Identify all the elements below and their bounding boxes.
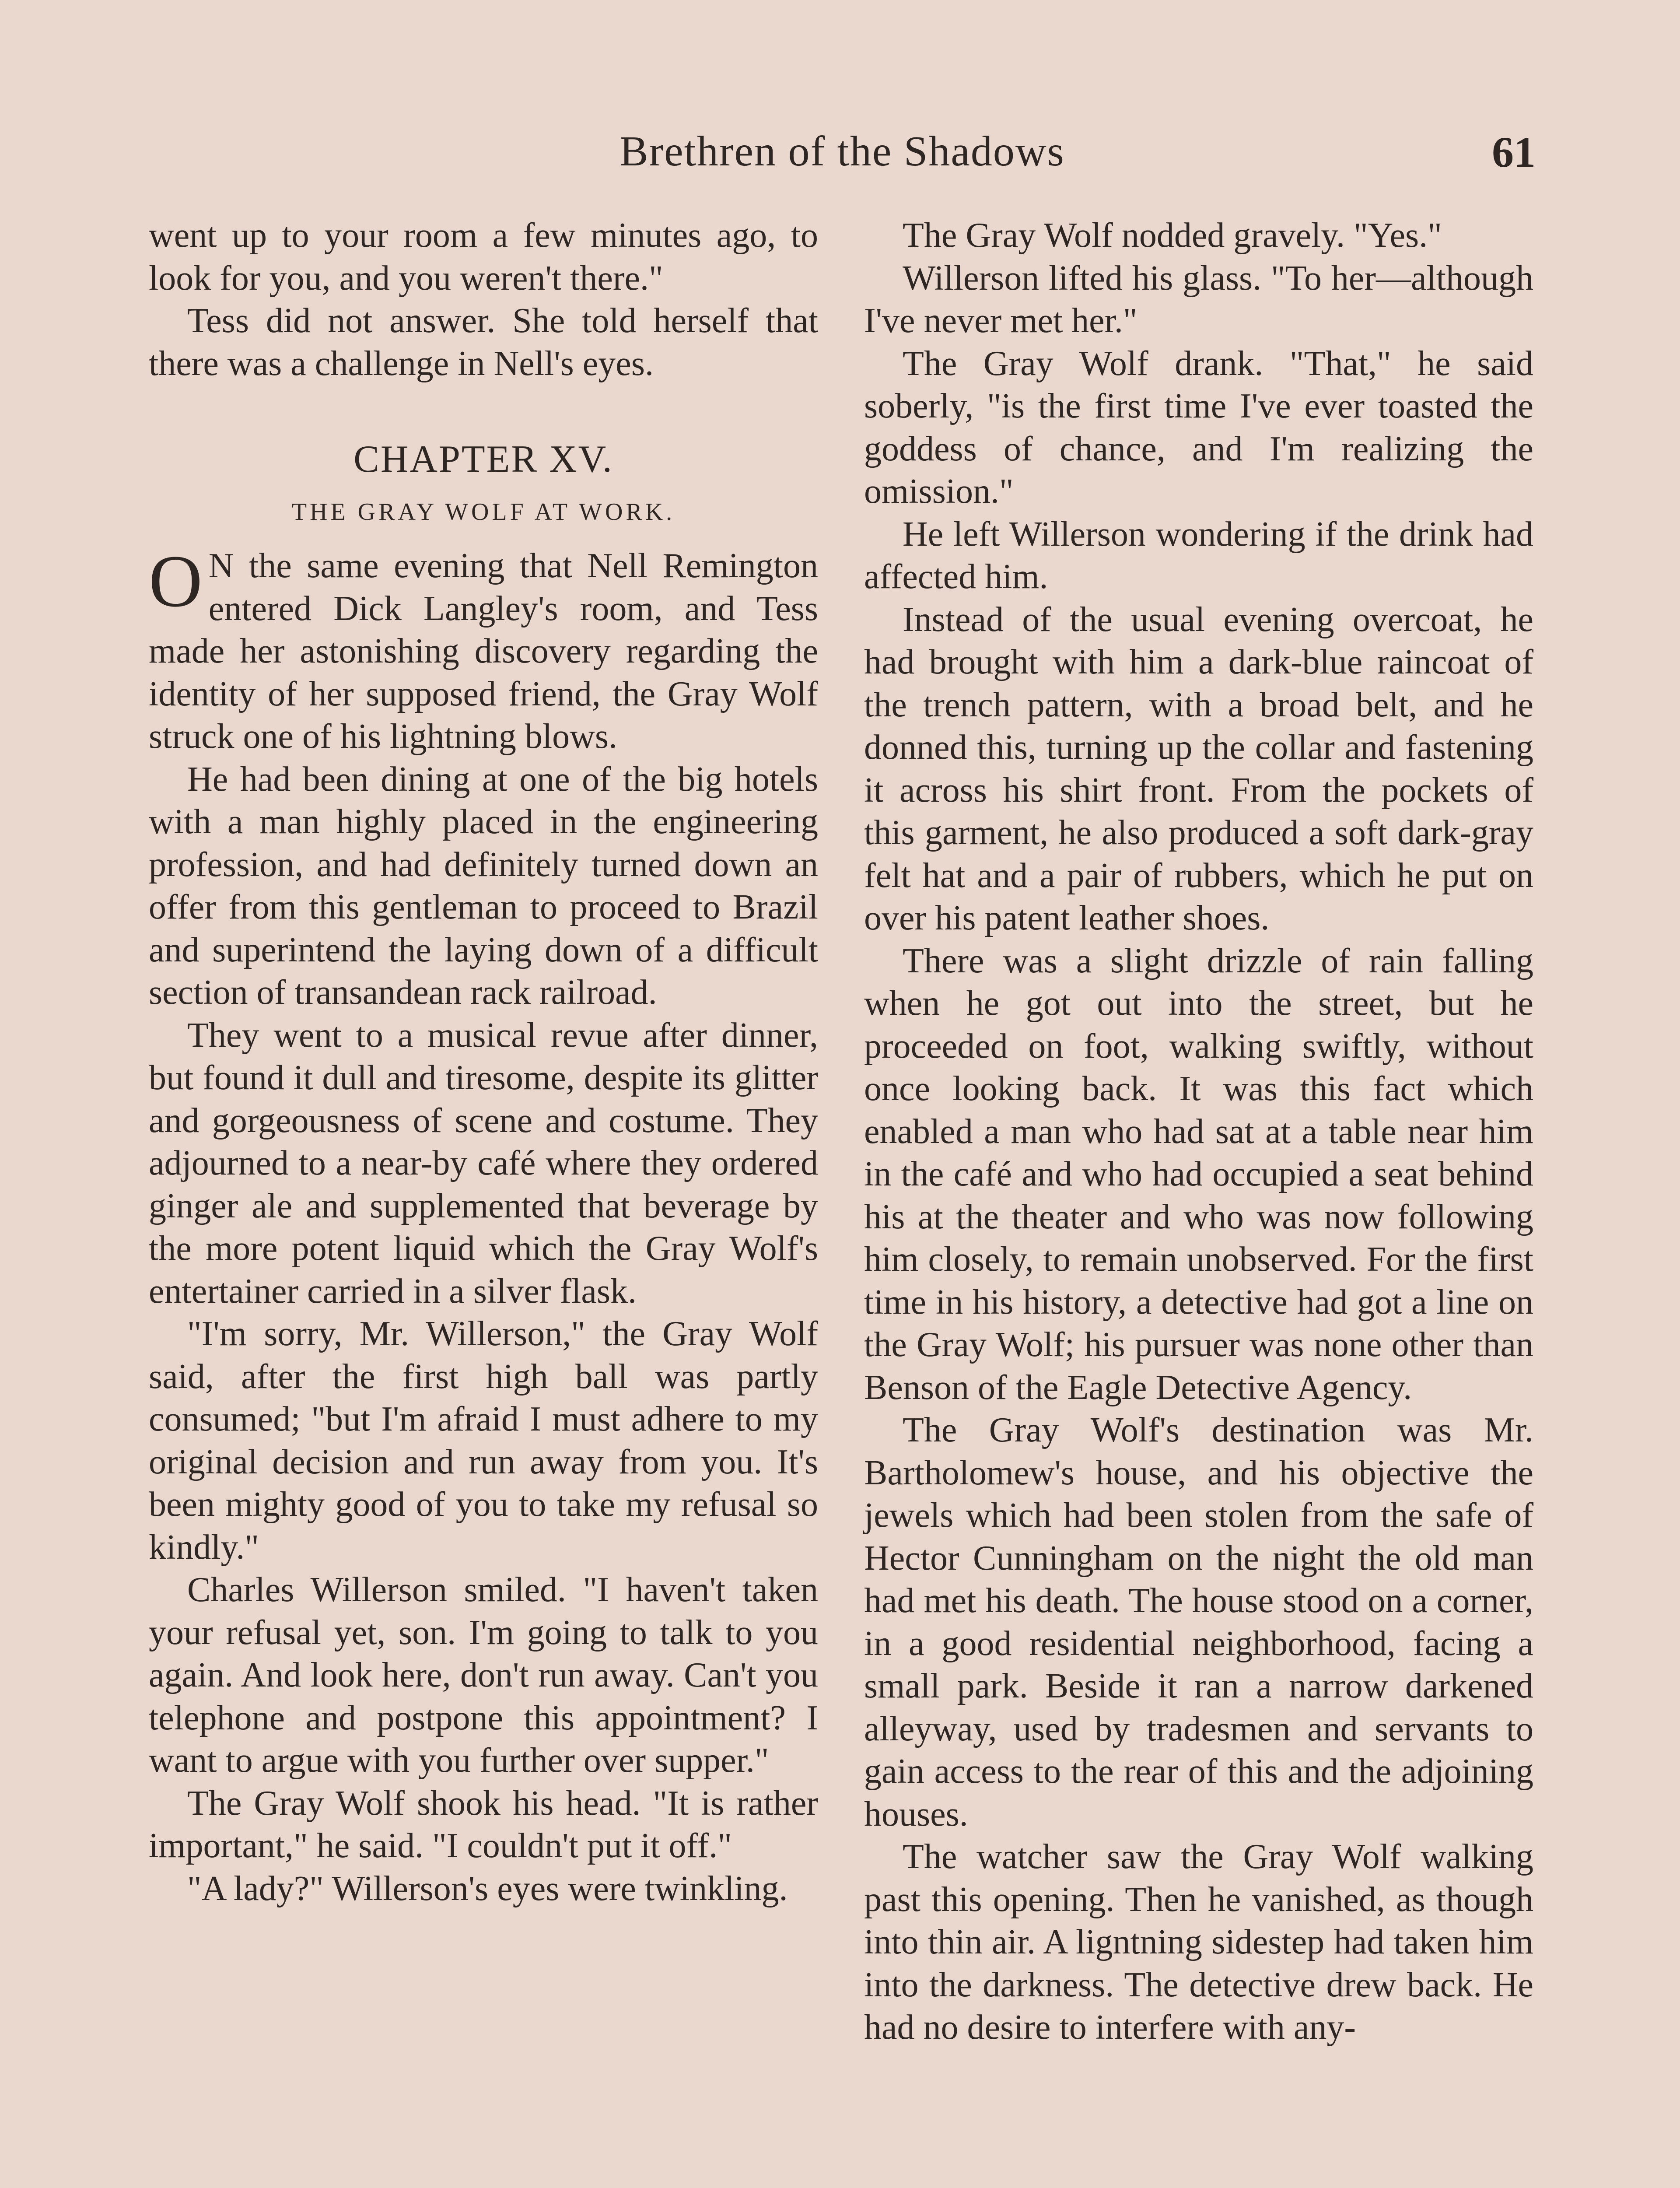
left-column [149, 214, 818, 1910]
chapter-subtitle: THE GRAY WOLF AT WORK. [291, 498, 676, 526]
paragraph: went up to your room a few minutes ago, to look for you, and you weren't there." [149, 216, 818, 298]
paragraph: "A lady?" Willerson's eyes were twinkling. [187, 1869, 788, 1908]
paragraph: Tess did not answer. She told herself that there was a challenge in Nell's eyes. [149, 302, 818, 383]
chapter-opening-paragraph [149, 540, 818, 758]
paragraph: They went to a musical revue after dinner, but found it dull and tiresome, despite its glitter and gorgeousness of scene and costume. They adjourned to a near-by café where they ordered ginger ale and supplemented that beverage by the more potent liquid which the Gray Wolf's entertainer carried in a silver flask. [149, 1016, 818, 1311]
paragraph-text: N the same evening that Nell Remington entered Dick Langley's room, and Tess made her astonishing discovery regarding the identity of her supposed friend, the Gray Wolf struck one of his lightning blows. [149, 547, 818, 756]
running-title: Brethren of the Shadows [620, 128, 1065, 175]
paragraph: He had been dining at one of the big hotels with a man highly placed in the engineering profession, and had definitely turned down an offer from this gentleman to proceed to Brazil and superintend the laying down of a difficult section of transandean rack railroad. [149, 760, 818, 1012]
paragraph: The Gray Wolf shook his head. "It is rather important," he said. "I couldn't put it off." [149, 1784, 818, 1865]
paragraph: Charles Willerson smiled. "I haven't taken your refusal yet, son. I'm going to talk to you again. And look here, don't run away. Can't you telephone and postpone this appointment? I want to argue with you further over supper." [149, 1571, 818, 1780]
paragraph: The Gray Wolf's destination was Mr. Bartholomew's house, and his objective the jewels which had been stolen from the safe of Hector Cunningham on the night the old man had met his death. The house stood on a corner, in a good residential neighborhood, facing a small park. Beside it ran a narrow darkened alleyway, used by tradesmen and servants to gain access to the rear of this and the adjoining houses. [864, 1411, 1533, 1834]
right-column [864, 214, 1533, 2049]
paragraph: He left Willerson wondering if the drink had affected him. [864, 515, 1533, 596]
section-gap [149, 385, 818, 433]
paragraph: There was a slight drizzle of rain falling when he got out into the street, but he proceeded on foot, walking swiftly, without once looking back. It was this fact which enabled a man who had sat at a table near him in the café and who had occupied a seat behind his at the theater and who was now following him closely, to remain unobserved. For the first time in his history, a detective had got a line on the Gray Wolf; his pursuer was none other than Benson of the Eagle Detective Agency. [864, 941, 1533, 1407]
paragraph: The Gray Wolf nodded gravely. "Yes." [903, 216, 1442, 255]
paragraph: The Gray Wolf drank. "That," he said soberly, "is the first time I've ever toasted the goddess of chance, and I'm realizing the omission." [864, 344, 1533, 511]
paragraph: "I'm sorry, Mr. Willerson," the Gray Wolf said, after the first high ball was partly consumed; "but I'm afraid I must adhere to my original decision and run away from you. It's been mighty good of you to take my refusal so kindly." [149, 1315, 818, 1567]
page-number: 61 [1492, 128, 1536, 176]
chapter-title: CHAPTER XV. [354, 438, 613, 480]
drop-cap: O [149, 540, 203, 622]
paragraph: Instead of the usual evening overcoat, he had brought with him a dark-blue raincoat of the trench pattern, with a broad belt, and he donned this, turning up the collar and fastening it across his shirt front. From the pockets of this garment, he also produced a soft dark-gray felt hat and a pair of rubbers, which he put on over his patent leather shoes. [864, 600, 1533, 937]
paragraph: The watcher saw the Gray Wolf walking past this opening. Then he vanished, as though into thin air. A ligntning sidestep had taken him into the darkness. The detective drew back. He had no desire to interfere with any- [864, 1837, 1533, 2047]
paragraph: Willerson lifted his glass. "To her—although I've never met her." [864, 259, 1533, 340]
page-header [149, 127, 1536, 193]
